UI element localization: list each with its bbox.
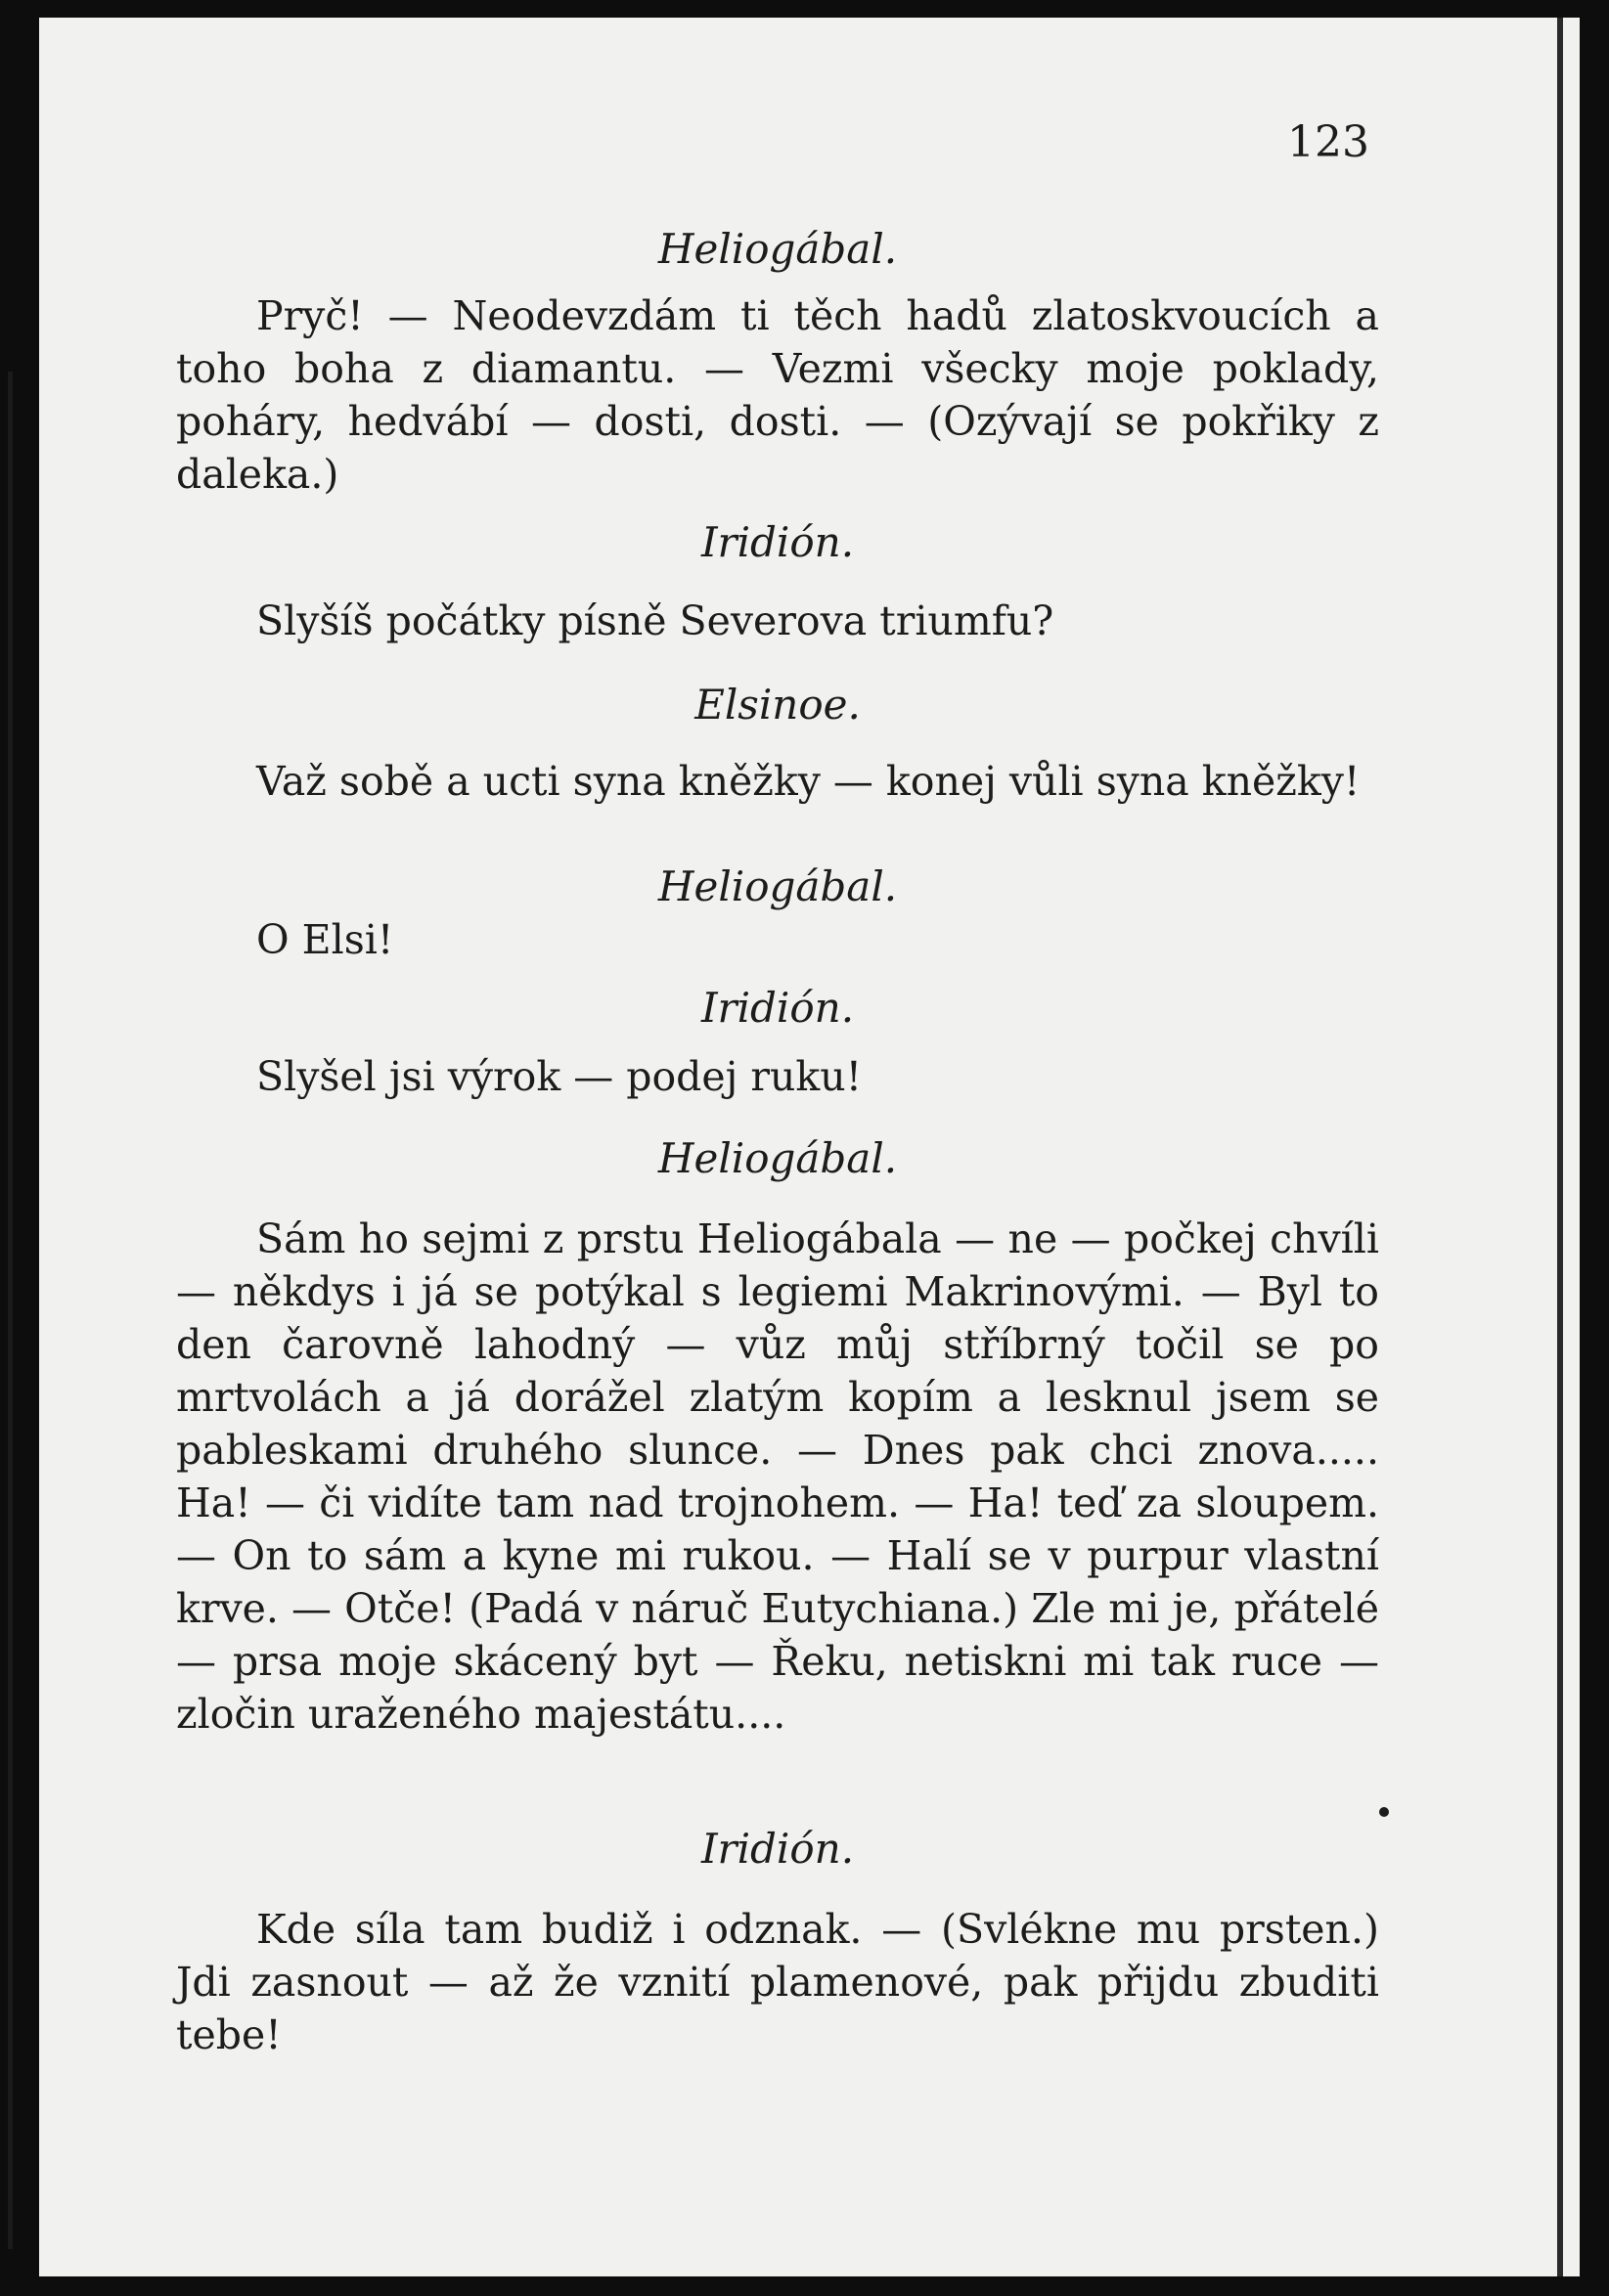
speaker-heading: Iridión. xyxy=(700,518,855,566)
speaker-heading: Iridión. xyxy=(700,1825,855,1873)
speaker-heading: Heliogábal. xyxy=(657,225,898,273)
speaker-heading: Iridión. xyxy=(700,984,855,1032)
paragraph: Kde síla tam budiž i odznak. — (Svlékne mu prsten.) Jdi zasnout — až že vznití plamenové, pak přijdu zbuditi tebe! xyxy=(176,1906,1379,2058)
speaker-heading: Elsinoe. xyxy=(694,681,861,729)
paragraph: Slyšíš počátky písně Severova triumfu? xyxy=(256,597,1054,644)
page-number: 123 xyxy=(1287,117,1369,167)
paragraph: Sám ho sejmi z prstu Heliogábala — ne — počkej chvíli — někdys i já se potýkal s legiemi Makrinovými. — Byl to den čarovně lahodný — vůz můj stříbrný točil se po mrtvolách a já dorážel zlatým kopím a lesknul jsem se pableskami druhého slunce. — Dnes pak chci znova..... Ha! — či vidíte tam nad trojnohem. — Ha! teď za sloupem. — On to sám a kyne mi rukou. — Halí se v purpur vlastní krve. — Otče! (Padá v náruč Eutychiana.) Zle mi je, přátelé — prsa moje skácený byt — Řeku, netiskni mi tak ruce — zločin uraženého majestátu.... xyxy=(176,1215,1379,1738)
paragraph: Važ sobě a ucti syna kněžky — konej vůli syna kněžky! xyxy=(256,758,1361,805)
paragraph: O Elsi! xyxy=(256,916,394,963)
speaker-heading: Heliogábal. xyxy=(657,862,898,910)
paragraph: Slyšel jsi výrok — podej ruku! xyxy=(256,1053,863,1100)
stray-ink-dot xyxy=(1379,1807,1389,1817)
paragraph: Pryč! — Neodevzdám ti těch hadů zlatoskvoucích a toho boha z diamantu. — Vezmi všecky moje poklady, poháry, hedvábí — dosti, dosti. — (Ozývají se pokřiky z daleka.) xyxy=(176,292,1379,498)
speaker-heading: Heliogábal. xyxy=(657,1134,898,1182)
